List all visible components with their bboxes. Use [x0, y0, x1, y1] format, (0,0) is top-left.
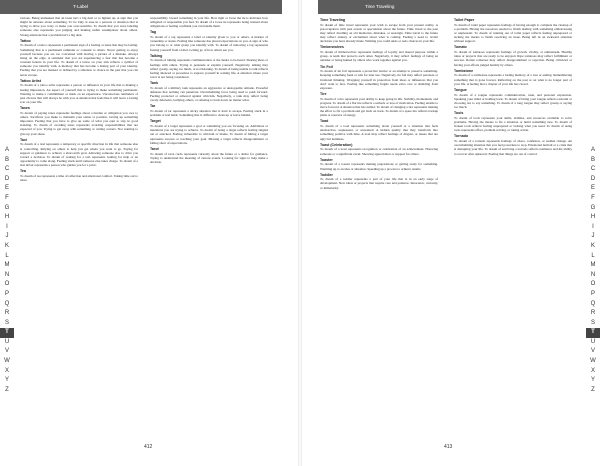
index-tab-j[interactable]: J	[591, 233, 595, 240]
right-page-header	[318, 0, 600, 14]
entry-text: To dream of tools represents your skills, abilities, and resources available to solve problems. Having the means to fix a situation or build something new. To dream of broken tools reflects feeling unprepared or lacking what you need. To dream of using tools represents effort, problem solving, or taking action.	[454, 115, 572, 133]
entry-term: Tornado	[454, 134, 469, 139]
entry-text: To dream of a military tank represents an aggressive or unstoppable attitude. Powerful defenses that nothing can penetrate. Overwhelming force being used to push forward. Feeling protected or armored against criticism. Negatively, a tank may reflect being overly defensive, bullying others, or refusing to back down no matter what.	[150, 85, 268, 103]
entry-text: To dream of a toast represents recognition or celebration of an achievement. Honoring someone or a significant event. Showing appreciation or support for others.	[320, 147, 438, 156]
entry-text: To dream of a tongue represents communication, taste, and personal expression. Speaking your mind or holding back. To dream of biting your tongue reflects restraint or choosing not to say something. To dream of a long tongue may reflect gossip or saying too much.	[454, 92, 572, 109]
index-tab-v[interactable]: V	[4, 348, 9, 355]
index-tab-l[interactable]: L	[5, 252, 9, 259]
entry-text: To dream of tarot cards represents curiosity about the future or a desire for guidance. Trying to understand the meaning of current events. Looking for signs to help make a decision.	[150, 151, 268, 164]
index-tab-r[interactable]: R	[4, 310, 10, 317]
entry-term: Tire	[320, 92, 327, 96]
index-tab-l[interactable]: L	[591, 252, 595, 259]
entry-text: To dream of a tattoo represents a permanent sign of a feeling or issue that may be lasting. Something that is a permanent reminder or constant to others. Never getting to enjoy yourself because you are too concerned with leaving a picture of a mistake. Always being on the edge. A reminder that you are experiencing a fear that has become a constant feature in your life. To dream of a tattoo on your arm reflects a symbol of someone you identify with. A memory that has become a lasting part of your identity. Feeling that you are marked or defined by a situation or choice in the past that you can never escape.	[20, 43, 138, 77]
index-tab-m[interactable]: M	[590, 262, 596, 269]
entry-text: To dream of time travel represents your wish to escape from your present reality. A preoccupation with past events or speculation about the future. Time travel to the past may reflect dwelling on old memories, mistakes, or nostalgia. Time travel to the future may reflect anxiety or excitement about what is coming. Feeling a need to revisit decisions you have already made. Wishing you could undo or redo choices in your life.	[320, 22, 438, 44]
left-header-title: T-Label	[73, 4, 89, 9]
index-tab-q[interactable]: Q	[590, 300, 596, 307]
entry-text: To dream of tin foil represents a protective barrier or an attempt to preserve something. Keeping something fresh or safe for later use. Negatively, tin foil may reflect paranoia or irrational thinking. Wrapping yourself in protection from ideas or influences that you don't want to face. Feeling like something fragile needs extra care or shielding from exposure.	[320, 69, 438, 90]
index-tab-y[interactable]: Y	[4, 377, 9, 384]
entry-text: To dream of a toad represents something about yourself or a situation that feels unattractive, unpleasant, or unwanted. A hidden quality that may transform into something positive with time. A toad may reflect feelings of disgust, or issues that are ugly but harmless.	[320, 124, 438, 141]
left-page-header	[0, 0, 282, 14]
index-tab-o[interactable]: O	[590, 281, 596, 288]
index-tab-c[interactable]: C	[590, 166, 596, 173]
entry-term: Taxi	[20, 137, 27, 142]
index-tab-h[interactable]: H	[4, 214, 10, 221]
index-tab-o[interactable]: O	[4, 281, 10, 288]
entry-text: To dream of a tornado represents feelings of chaos, confusion, or sudden change. An overwhelming situation that you feel powerless to stop. Emotional turmoil or a crisis that is disrupting your life. To dream of surviving a tornado reflects resilience and the ability to recover after upheaval. Feeling that things are out of control.	[454, 139, 572, 156]
entry-term: Tattoo Artist	[20, 78, 41, 83]
entry-term: Tattoo	[20, 38, 31, 43]
right-page	[300, 0, 600, 466]
entry-text: To dream of paying taxes represents feelings about a burden or obligation you owe to others. Sacrifices you make to maintain your status or position. Giving up something important. Feeling that you have to give up some of what you earn to stay in good standing. To dream of avoiding taxes represents avoiding responsibilities that are expected of you. Trying to get away with something or cutting corners. Not wanting to give up your share.	[20, 110, 138, 136]
entry-term: Tin Foil	[320, 64, 333, 69]
index-tab-n[interactable]: N	[4, 271, 10, 278]
index-tab-p[interactable]: P	[4, 290, 9, 297]
entry-term: Toilet Paper	[454, 18, 475, 22]
entry-term: Tools	[454, 111, 464, 116]
entry-text: To dream of a tire represents your ability to keep going in life. Stability, momentum, and progress. To dream of a flat tire reflects a setback or loss of motivation. Feeling unable to move forward. A situation that has stalled. To dream of changing a tire represents making the effort to fix a problem and get back on track. To dream of a spare tire reflects backup plans or reserves of energy.	[320, 96, 438, 118]
left-page-number: 412	[144, 444, 153, 450]
right-page-number: 413	[444, 444, 453, 450]
index-tab-e[interactable]: E	[590, 185, 595, 192]
entry-term: Tarot	[150, 146, 159, 151]
entry-term: Time Traveling	[320, 18, 346, 22]
alphabet-index-right	[586, 146, 600, 395]
entry-term: Toad	[320, 119, 329, 124]
entry-term: Toddler	[320, 172, 333, 177]
entry-text: To dream of a tag represents a label or identity given to you or others. A marker of ownership or status. Feeling like someone has placed expectations on you. A sign of who you belong to or what group you identify with. To dream of removing a tag represents freeing yourself from a label. Letting go of how others see you.	[150, 35, 268, 52]
index-tab-x[interactable]: X	[590, 367, 595, 374]
entry-term: Talking	[150, 53, 163, 58]
index-tab-v[interactable]: V	[590, 348, 595, 355]
index-tab-k[interactable]: K	[590, 242, 595, 249]
index-tab-n[interactable]: N	[590, 271, 596, 278]
index-tab-f[interactable]: F	[5, 194, 9, 201]
entry-text: To dream of tea represents a time of reflection and emotional comfort. Taking time out to relax.	[20, 173, 138, 183]
left-page-column-2	[150, 16, 268, 441]
index-tab-e[interactable]: E	[4, 185, 9, 192]
index-tab-w[interactable]: W	[4, 358, 10, 365]
entry-text: To dream of talking represents communication or the desire to be heard. Sharing ideas or feelings with others. Trying to persuade or explain yourself. Negatively, talking may reflect gossip, saying too much, or not listening. To dream of being unable to talk reflects feeling silenced or powerless to express yourself in waking life. A situation where your voice is not being considered.	[150, 58, 268, 80]
entry-text: To dream of a target represents a goal or something you are focusing on. Ambitions or intentions you are trying to achieve. To dream of being a target reflects feeling singled out or attacked. Feeling vulnerable to criticism or blame. To dream of hitting a target represents success or reaching your goal. Missing a target reflects disappointment or falling short of expectations.	[150, 124, 268, 145]
index-tab-x[interactable]: X	[4, 367, 9, 374]
index-tab-k[interactable]: K	[4, 242, 9, 249]
index-tab-b[interactable]: B	[4, 156, 9, 163]
index-tab-a[interactable]: A	[4, 147, 9, 153]
entry-text: To dream of a taxi represents a temporary or specific direction in life that someone else is controlling. Relying on others to help you get where you want to go. Paying for support or guidance to achieve a short-term goal. Allowing someone else to drive you toward a decision. To dream of waiting for a taxi represents waiting for help or an opportunity to come along. Feeling stuck until someone else takes charge. To dream of a taxi driver represents a person who guides you for a price.	[20, 142, 138, 168]
entry-text: To dream of a tombstone represents a lasting memory of a loss or ending. Remembering something that is gone forever. Reflecting on the past or on what is no longer part of your life. A feeling that a chapter of your life has closed.	[454, 73, 572, 86]
right-header-title: Time Traveling	[365, 4, 395, 9]
index-tab-g[interactable]: G	[4, 204, 10, 211]
entry-term: Tongue	[454, 87, 467, 92]
entry-term: Tar	[150, 104, 156, 109]
index-tab-f[interactable]: F	[591, 194, 595, 201]
entry-term: Tag	[150, 30, 157, 35]
index-tab-u[interactable]: U	[4, 338, 10, 345]
entry-term: Tomato	[454, 45, 467, 50]
entry-term: Toast (Celebration)	[320, 142, 353, 147]
index-tab-b[interactable]: B	[590, 156, 595, 163]
index-tab-r[interactable]: R	[590, 310, 596, 317]
left-page-column-1	[20, 16, 138, 441]
entry-text: responsibility toward something in your life. How tight or loose the tie is indicates how obligated or responsible you feel. To dream of a loose tie represents being relaxed about obligations or feeling confident you can handle them.	[150, 16, 268, 29]
entry-text: To dream of tar represents a sticky situation that is hard to escape. Feeling stuck in a problem or bad habit. Something that is difficult to clean up or leave behind.	[150, 109, 268, 118]
index-tab-t[interactable]: T	[0, 328, 14, 338]
entry-text: To dream of toilet paper represents feelings of having enough to complete the cleanup of a problem. Having the resources needed to finish dealing with something embarrassing or unpleasant. To dream of running out of toilet paper reflects feeling unprepared or lacking the means to finish resolving an issue. Being left in an awkward situation without support.	[454, 22, 572, 44]
index-tab-w[interactable]: W	[590, 358, 596, 365]
index-tab-j[interactable]: J	[5, 233, 9, 240]
index-tab-d[interactable]: D	[590, 175, 596, 182]
entry-text: various. Being unmasked that an issue isn't a big deal or to lighten up. A sign that you might be anxious about something. To be truly at ease in a persons or situation that is trying to drive you crazy or make you over-sensitive. To dream that you were labeling someone else represents you judging and making unfair assumptions about others. Strong emotions that a problem isn't a big deal.	[20, 16, 138, 37]
entry-term: Tank	[150, 81, 159, 86]
entry-term: Tombstone	[454, 68, 474, 73]
index-tab-g[interactable]: G	[590, 204, 596, 211]
right-page-column-1	[320, 16, 438, 441]
entry-term: Timberwolves	[320, 45, 344, 50]
index-tab-p[interactable]: P	[590, 290, 595, 297]
index-tab-m[interactable]: M	[4, 262, 10, 269]
index-tab-z[interactable]: Z	[591, 386, 595, 393]
index-tab-a[interactable]: A	[590, 147, 595, 153]
index-tab-s[interactable]: S	[590, 319, 595, 326]
entry-text: To dream of tomatoes represents feelings of growth, vitality, or enthusiasm. Healthy ideas or projects that are ready to be enjoyed. Ripe tomatoes may reflect fulfillment or success. Rotten tomatoes may reflect disappointment or rejection. Being criticized or having your efforts judged harshly by others.	[454, 50, 572, 67]
index-tab-s[interactable]: S	[4, 319, 9, 326]
index-tab-y[interactable]: Y	[590, 377, 595, 384]
index-tab-h[interactable]: H	[590, 214, 596, 221]
entry-text: To dream of a tattoo artist represents a person or influence in your life that is making a lasting impression. An aspect of yourself that is trying to make something permanent. Wanting to make a commitment or mark on an experience. Unconscious reminders of past choices that will always be with you. A situation that feels like it will leave a lasting scar on your life.	[20, 83, 138, 104]
index-tab-i[interactable]: I	[6, 223, 8, 230]
entry-term: Target	[150, 119, 161, 124]
entry-text: To dream of a toddler represents a part of your life that is in an early stage of development. New ideas or projects that require care and patience. Innocence, curiosity, or immaturity.	[320, 177, 438, 190]
entry-text: To dream of timberwolves represents feelings of loyalty and shared purpose within a group. A team that protects each other. Negatively, it may reflect feelings of being an outsider or being hunted by others who work together against you.	[320, 50, 438, 63]
index-tab-i[interactable]: I	[592, 223, 594, 230]
alphabet-index-left	[0, 146, 14, 395]
entry-term: Toaster	[320, 157, 333, 162]
index-tab-z[interactable]: Z	[5, 386, 9, 393]
index-tab-q[interactable]: Q	[4, 300, 10, 307]
entry-term: Taxes	[20, 106, 30, 111]
index-tab-u[interactable]: U	[590, 338, 596, 345]
right-page-column-2	[454, 16, 572, 441]
index-tab-d[interactable]: D	[4, 175, 10, 182]
entry-term: Tea	[20, 169, 26, 174]
entry-text: To dream of a toaster represents making preparations or getting ready for something. Warming up to an idea or situation. Speeding up a process to achieve results.	[320, 162, 438, 171]
index-tab-t[interactable]: T	[586, 328, 600, 338]
index-tab-c[interactable]: C	[4, 166, 10, 173]
